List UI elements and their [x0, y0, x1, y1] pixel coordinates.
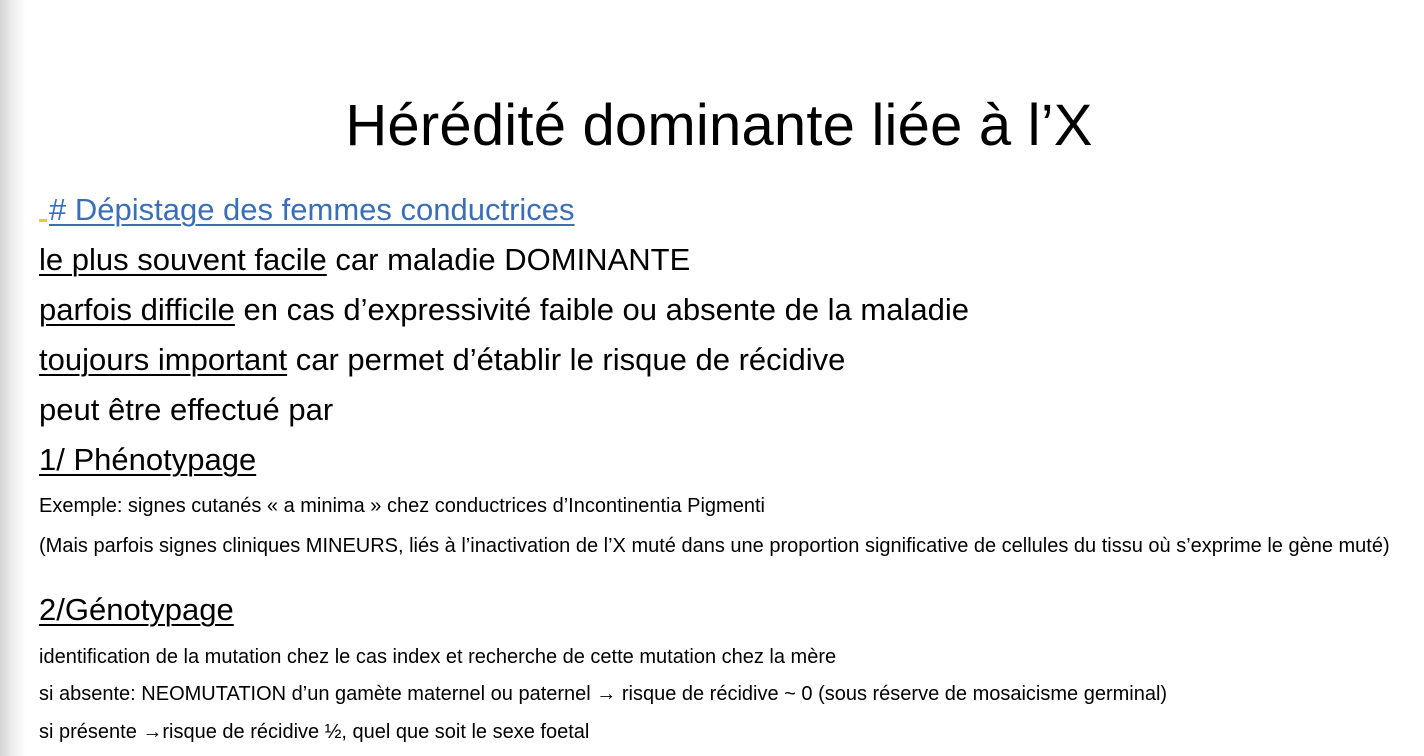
line-difficile-underlined: parfois difficile [39, 292, 235, 327]
heading-link-line [39, 190, 575, 230]
depistage-link[interactable]: # Dépistage des femmes conductrices [49, 192, 575, 227]
line-facile-rest: car maladie DOMINANTE [326, 242, 691, 277]
section2-absent: si absente: NEOMUTATION d’un gamète maternel ou paternel → risque de récidive ~ 0 (sous réserve de mosaicisme germinal) [39, 683, 1168, 705]
section1-heading: 1/ Phénotypage [39, 442, 257, 477]
section2-heading-line [39, 590, 234, 630]
line-important [39, 340, 845, 380]
slide-title: Hérédité dominante liée à l’X [345, 93, 1093, 158]
line-facile-underlined: le plus souvent facile [39, 242, 327, 277]
section2-heading: 2/Génotypage [39, 592, 234, 627]
section1-example: Exemple: signes cutanés « a minima » chez conductrices d’Incontinentia Pigmenti [39, 495, 765, 517]
section1-heading-line [39, 440, 256, 480]
line-important-underlined: toujours important [39, 342, 288, 377]
line-difficile [39, 290, 969, 330]
highlight-mark [39, 219, 47, 222]
section2-present: si présente →risque de récidive ½, quel que soit le sexe foetal [39, 721, 590, 743]
section2-identification: identification de la mutation chez le cas index et recherche de cette mutation chez la mère [39, 646, 837, 668]
line-difficile-rest: en cas d’expressivité faible ou absente de la maladie [234, 292, 969, 327]
line-peut: peut être effectué par [39, 392, 334, 427]
line-facile [39, 240, 690, 280]
section1-note: (Mais parfois signes cliniques MINEURS, liés à l’inactivation de l’X muté dans une proportion significative de cellules du tissu où s’exprime le gène muté) [39, 535, 1390, 557]
line-important-rest: car permet d’établir le risque de récidive [287, 342, 846, 377]
